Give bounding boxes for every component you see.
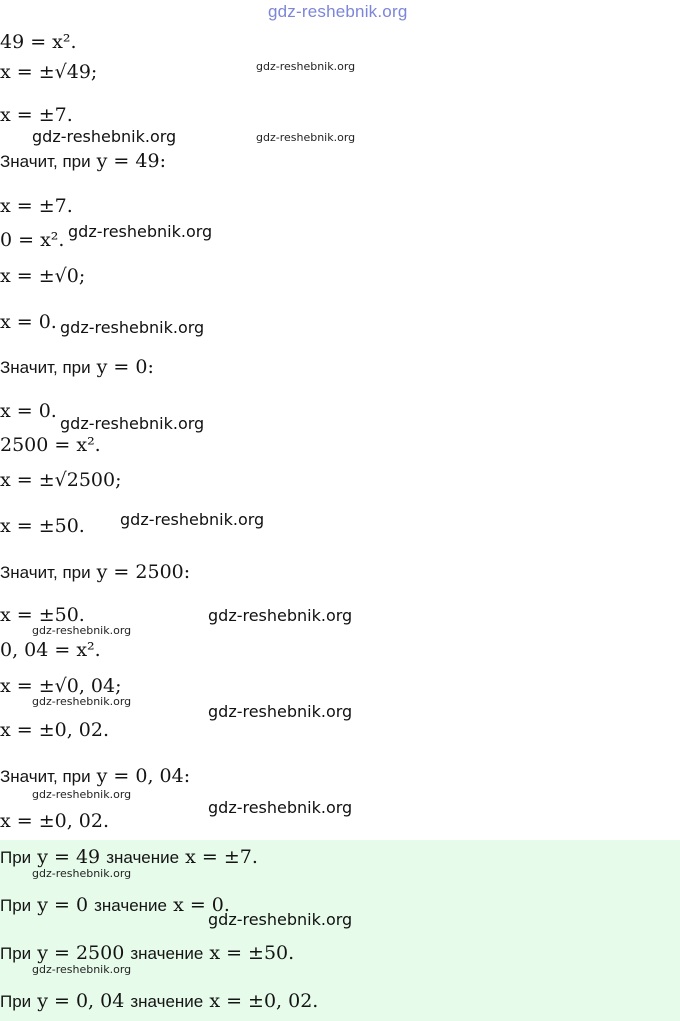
conclusion-line [0, 150, 166, 172]
answer-mid: значение [106, 848, 180, 867]
answer-y: y = 0 [37, 894, 89, 916]
answer-line [0, 846, 258, 868]
equation-line: 49 = x². [0, 31, 77, 53]
equation-line: x = ±0, 02. [0, 719, 110, 741]
watermark: gdz-reshebnik.org [208, 702, 353, 721]
answer-pre: При [0, 944, 32, 963]
answer-x: x = ±7. [185, 846, 258, 868]
watermark: gdz-reshebnik.org [32, 788, 132, 801]
answer-x: x = 0. [173, 894, 230, 916]
answer-pre: При [0, 848, 32, 867]
conclusion-math: y = 0: [96, 356, 154, 378]
conclusion-word: Значит, при [0, 767, 91, 786]
watermark: gdz-reshebnik.org [32, 867, 132, 880]
equation-line: x = ±50. [0, 604, 85, 626]
watermark: gdz-reshebnik.org [68, 222, 213, 241]
watermark: gdz-reshebnik.org [208, 910, 353, 929]
answer-mid: значение [130, 944, 204, 963]
watermark: gdz-reshebnik.org [60, 318, 205, 337]
conclusion-line [0, 765, 190, 787]
answer-pre: При [0, 896, 32, 915]
watermark: gdz-reshebnik.org [208, 798, 353, 817]
watermark: gdz-reshebnik.org [32, 695, 132, 708]
answer-y: y = 49 [37, 846, 101, 868]
watermark: gdz-reshebnik.org [256, 131, 356, 144]
equation-line: 0, 04 = x². [0, 639, 101, 661]
equation-line: x = ±√0, 04; [0, 675, 122, 697]
conclusion-line [0, 561, 190, 583]
equation-line: x = 0. [0, 311, 57, 333]
equation-line: x = ±7. [0, 104, 73, 126]
header-watermark: gdz-reshebnik.org [268, 2, 408, 21]
equation-line: x = ±50. [0, 515, 85, 537]
watermark: gdz-reshebnik.org [32, 127, 177, 146]
watermark: gdz-reshebnik.org [32, 963, 132, 976]
answer-line [0, 894, 230, 916]
watermark: gdz-reshebnik.org [60, 414, 205, 433]
equation-line: x = ±7. [0, 195, 73, 217]
equation-line: x = 0. [0, 400, 57, 422]
equation-line: x = ±√49; [0, 61, 98, 83]
answer-y: y = 2500 [37, 942, 125, 964]
conclusion-math: y = 49: [96, 150, 166, 172]
equation-line: x = ±0, 02. [0, 810, 110, 832]
watermark: gdz-reshebnik.org [120, 510, 265, 529]
conclusion-word: Значит, при [0, 563, 91, 582]
watermark: gdz-reshebnik.org [32, 624, 132, 637]
answer-x: x = ±50. [209, 942, 295, 964]
equation-line: x = ±√0; [0, 265, 86, 287]
equation-line: 0 = x². [0, 229, 65, 251]
watermark: gdz-reshebnik.org [208, 606, 353, 625]
equation-line: x = ±√2500; [0, 469, 122, 491]
answer-mid: значение [130, 992, 204, 1011]
answer-x: x = ±0, 02. [209, 990, 319, 1012]
conclusion-word: Значит, при [0, 358, 91, 377]
answer-y: y = 0, 04 [37, 990, 125, 1012]
conclusion-math: y = 0, 04: [96, 765, 191, 787]
conclusion-line [0, 356, 154, 378]
answer-line [0, 990, 318, 1012]
conclusion-word: Значит, при [0, 152, 91, 171]
watermark: gdz-reshebnik.org [256, 60, 356, 73]
answer-pre: При [0, 992, 32, 1011]
answer-line [0, 942, 294, 964]
equation-line: 2500 = x². [0, 434, 101, 456]
conclusion-math: y = 2500: [96, 561, 191, 583]
answer-mid: значение [94, 896, 168, 915]
